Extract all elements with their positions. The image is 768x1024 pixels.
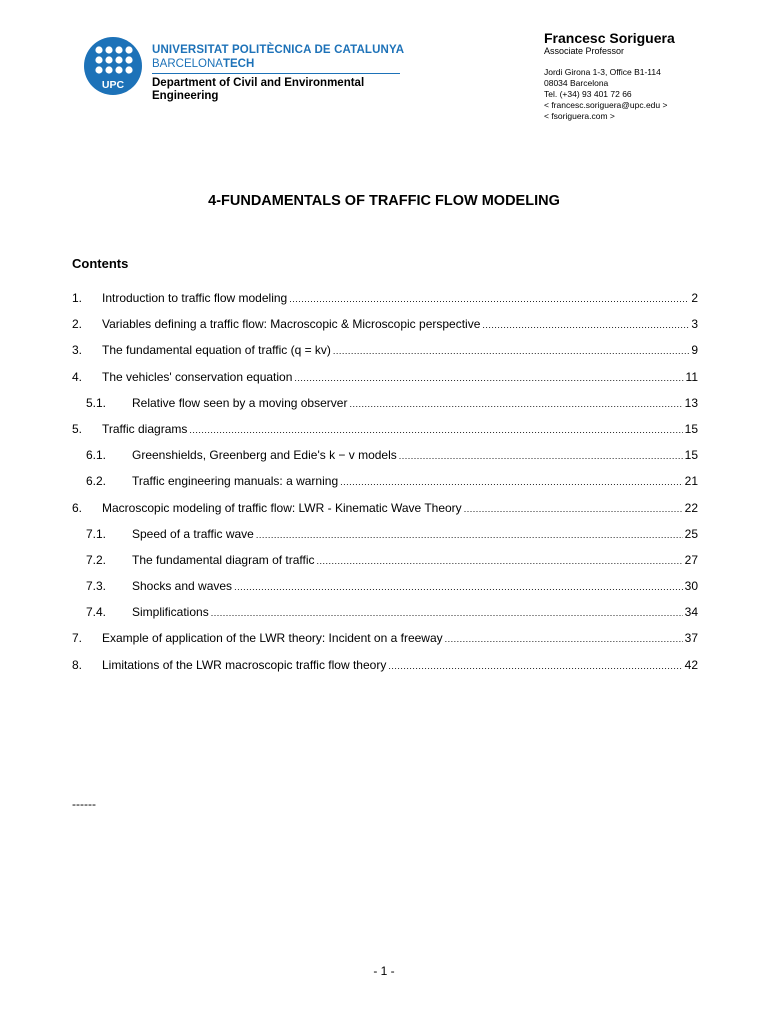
author-phone: Tel. (+34) 93 401 72 66 <box>544 89 632 99</box>
toc-entry-number: 7.1. <box>86 526 107 541</box>
toc-entry-page: 3 <box>691 317 698 332</box>
toc-entry-page: 11 <box>685 369 698 384</box>
author-website[interactable]: < fsoriguera.com > <box>544 111 615 121</box>
contents-heading: Contents <box>72 256 129 271</box>
toc-dot-leader <box>189 425 682 435</box>
toc-entry-number: 2. <box>72 317 83 332</box>
toc-entry[interactable] <box>72 523 698 549</box>
toc-dot-leader <box>333 346 689 356</box>
toc-entry[interactable] <box>72 497 698 523</box>
toc-dot-leader <box>445 634 683 644</box>
document-title: 4-FUNDAMENTALS OF TRAFFIC FLOW MODELING <box>208 193 560 209</box>
toc-entry[interactable] <box>72 575 698 601</box>
toc-entry[interactable] <box>72 366 698 392</box>
toc-dot-leader <box>340 477 683 487</box>
toc-entry-title: The vehicles' conservation equation <box>102 369 293 384</box>
toc-entry-title: Variables defining a traffic flow: Macroscopic & Microscopic perspective <box>102 317 481 332</box>
toc-entry-number: 6.2. <box>86 474 107 489</box>
toc-entry-number: 7.4. <box>86 605 107 620</box>
toc-entry[interactable] <box>72 601 698 627</box>
toc-entry-page: 15 <box>684 448 698 463</box>
toc-entry-number: 5. <box>72 421 83 436</box>
university-name: UNIVERSITAT POLITÈCNICA DE CATALUNYA <box>152 44 405 56</box>
toc-dot-leader <box>294 373 683 383</box>
toc-entry[interactable] <box>72 313 698 339</box>
toc-entry[interactable] <box>72 339 698 365</box>
toc-entry-page: 15 <box>684 421 698 436</box>
toc-entry-title: Simplifications <box>132 605 209 620</box>
toc-dot-leader <box>317 556 683 566</box>
toc-entry-number: 7.3. <box>86 579 107 594</box>
toc-entry[interactable] <box>72 392 698 418</box>
toc-entry-page: 37 <box>684 631 698 646</box>
toc-entry[interactable] <box>72 470 698 496</box>
toc-entry-number: 1. <box>72 291 83 305</box>
toc-entry-page: 21 <box>684 474 698 489</box>
toc-entry-title: The fundamental equation of traffic (q = kv) <box>102 343 331 358</box>
toc-dot-leader <box>349 399 682 409</box>
toc-entry-number: 7. <box>72 631 83 646</box>
author-address: Jordi Girona 1-3, Office B1-114 <box>544 67 661 77</box>
toc-entry-page: 34 <box>684 605 698 620</box>
toc-entry-number: 6. <box>72 500 83 515</box>
toc-entry-title: Introduction to traffic flow modeling <box>102 291 288 305</box>
toc-entry-number: 8. <box>72 657 83 672</box>
toc-entry-title: Macroscopic modeling of traffic flow: LWR - Kinematic Wave Theory <box>102 500 462 515</box>
toc-entry-title: Shocks and waves <box>132 579 233 594</box>
separator: ------ <box>72 797 96 811</box>
toc-dot-leader <box>211 608 683 618</box>
toc-entry-page: 13 <box>684 395 698 410</box>
toc-entry[interactable] <box>72 418 698 444</box>
toc-entry-title: The fundamental diagram of traffic <box>132 552 315 567</box>
author-block <box>544 30 744 122</box>
toc-entry-page: 27 <box>684 552 698 567</box>
toc-entry-title: Traffic diagrams <box>102 421 188 436</box>
toc-entry-title: Greenshields, Greenberg and Edie's k − v models <box>132 448 397 463</box>
toc-dot-leader <box>289 294 689 304</box>
upc-logo <box>84 37 142 95</box>
toc-entry-page: 9 <box>691 343 698 358</box>
toc-entry-number: 3. <box>72 343 83 358</box>
author-name: Francesc Soriguera <box>544 30 675 46</box>
toc-entry-page: 25 <box>684 526 698 541</box>
toc-entry-number: 5.1. <box>86 395 107 410</box>
toc-entry-title: Relative flow seen by a moving observer <box>132 395 348 410</box>
toc-entry-title: Traffic engineering manuals: a warning <box>132 474 339 489</box>
toc-entry-page: 30 <box>684 579 698 594</box>
toc-entry[interactable] <box>72 549 698 575</box>
page-number: - 1 - <box>373 964 395 978</box>
toc-entry-page: 42 <box>684 657 698 672</box>
table-of-contents <box>72 287 698 680</box>
university-city: BARCELONATECH <box>152 58 255 70</box>
toc-entry-page: 22 <box>684 500 698 515</box>
toc-dot-leader <box>234 582 683 592</box>
toc-entry-title: Example of application of the LWR theory: Incident on a freeway <box>102 631 443 646</box>
toc-dot-leader <box>482 320 689 330</box>
university-header <box>152 43 405 103</box>
department-name: Department of Civil and Environmental Engineering <box>152 77 365 102</box>
author-title: Associate Professor <box>544 46 625 56</box>
toc-entry[interactable] <box>72 444 698 470</box>
author-postcode: 08034 Barcelona <box>544 78 609 88</box>
toc-entry-title: Limitations of the LWR macroscopic traffic flow theory <box>102 657 387 672</box>
toc-entry-number: 6.1. <box>86 448 107 463</box>
author-email[interactable]: < francesc.soriguera@upc.edu > <box>544 100 668 110</box>
header-divider <box>152 73 400 74</box>
toc-dot-leader <box>464 504 683 514</box>
toc-entry-title: Speed of a traffic wave <box>132 526 254 541</box>
toc-dot-leader <box>256 530 683 540</box>
logo-text: UPC <box>101 79 125 91</box>
toc-entry-page: 2 <box>691 291 698 305</box>
toc-dot-leader <box>388 661 682 671</box>
toc-entry-number: 7.2. <box>86 552 107 567</box>
toc-entry[interactable] <box>72 287 698 313</box>
toc-entry[interactable] <box>72 627 698 653</box>
toc-dot-leader <box>399 451 683 461</box>
toc-entry-number: 4. <box>72 369 83 384</box>
toc-entry[interactable] <box>72 654 698 680</box>
